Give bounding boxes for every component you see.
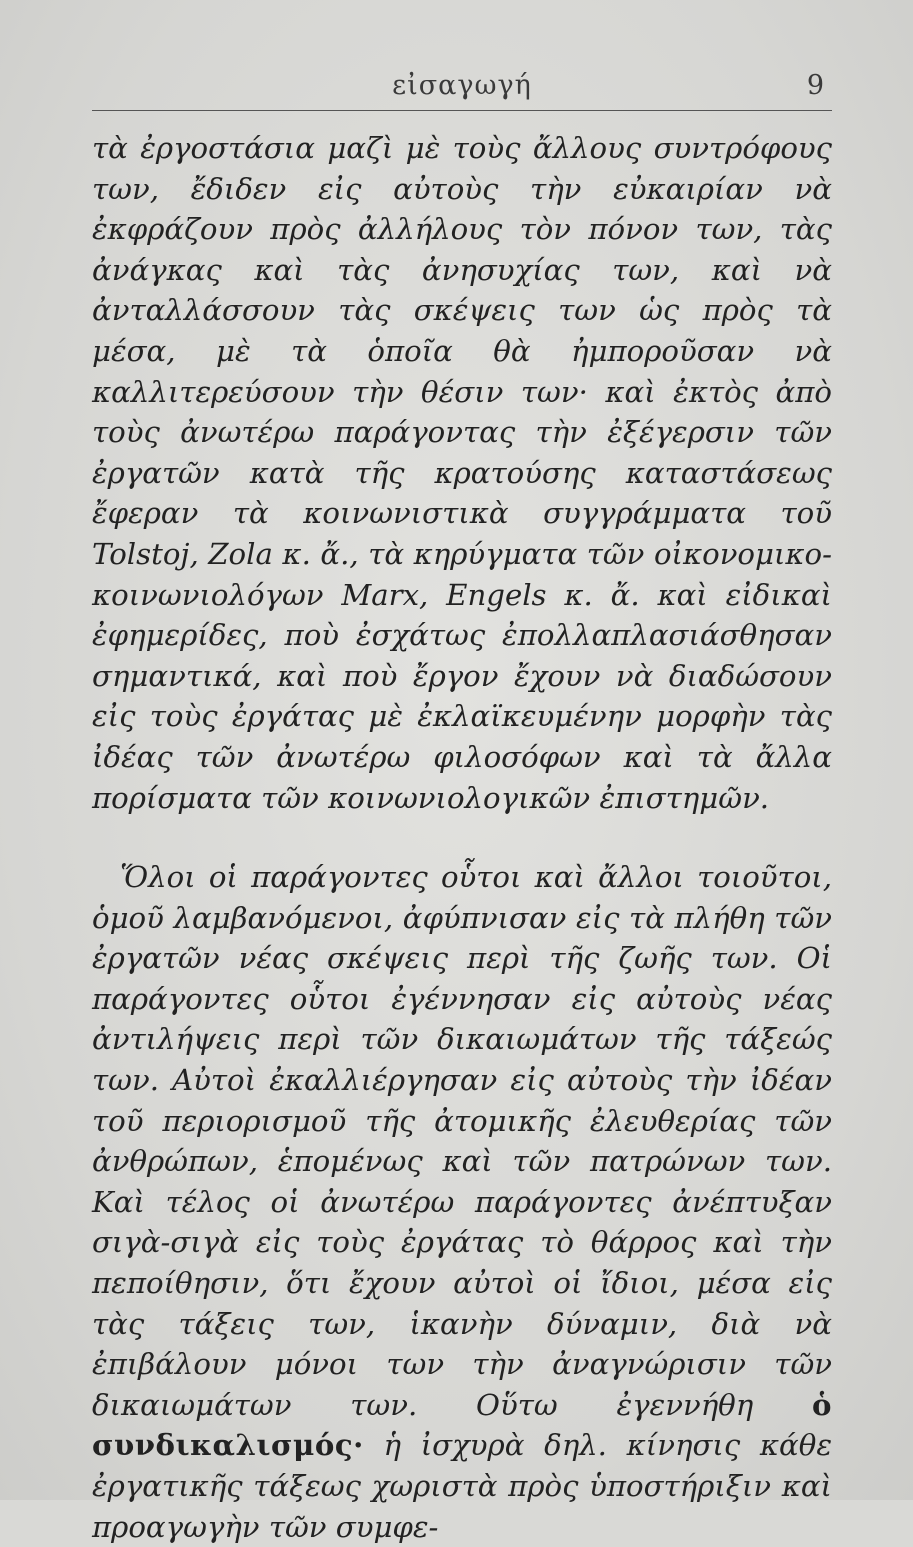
running-header bbox=[92, 70, 832, 110]
header-rule bbox=[92, 110, 832, 111]
bold-term: ὁ συνδικαλισμός· bbox=[92, 1387, 832, 1463]
page-number: 9 bbox=[806, 70, 824, 101]
paragraph-1-text: τὰ ἐργοστάσια μαζὶ μὲ τοὺς ἄλλους συντρόφους των, ἔδιδεν εἰς αὐτοὺς τὴν εὐκαιρίαν νὰ ἐκφράζουν πρὸς ἀλλήλους τὸν πόνον των, τὰς ἀνάγκας καὶ τὰς ἀνησυχίας των, καὶ νὰ ἀνταλλάσσουν τὰς σκέψεις των ὡς πρὸς τὰ μέσα, μὲ τὰ ὁποῖα θὰ ἠμποροῦσαν νὰ καλλιτερεύσουν τὴν θέσιν των· καὶ ἐκτὸς ἀπὸ τοὺς ἀνωτέρω παράγοντας τὴν ἐξέγερσιν τῶν ἐργατῶν κατὰ τῆς κρατούσης καταστάσεως ἔφεραν τὰ κοινωνιστικὰ συγγράμματα τοῦ Tolstoj, Zola κ. ἄ., τὰ κηρύγματα τῶν οἰκονομικο-κοινωνιολόγων Marx, Engels κ. ἄ. καὶ εἰδικαὶ ἐφημερίδες, ποὺ ἐσχάτως ἐπολλαπλασιάσθησαν σημαντικά, καὶ ποὺ ἔργον ἔχουν νὰ διαδώσουν εἰς τοὺς ἐργάτας μὲ ἐκλαϊκευμένην μορφὴν τὰς ἰδέας τῶν ἀνωτέρω φιλοσόφων καὶ τὰ ἄλλα πορίσματα τῶν κοινωνιολογικῶν ἐπιστημῶν. bbox=[92, 131, 832, 815]
paragraph-2 bbox=[92, 857, 832, 1547]
chapter-title: εἰσαγωγή bbox=[392, 70, 532, 101]
paragraph-1 bbox=[92, 128, 832, 818]
body-text bbox=[92, 128, 832, 1547]
paragraph-2-text-b: ἡ ἰσχυρὰ δηλ. κίνησις κάθε ἐργατικῆς τάξεως χωριστὰ πρὸς ὑποστήριξιν καὶ προαγωγὴν τῶν συμφε- bbox=[92, 1428, 832, 1544]
paragraph-2-text-a: Ὅλοι οἱ παράγοντες οὗτοι καὶ ἄλλοι τοιοῦτοι, ὁμοῦ λαμβανόμενοι, ἀφύπνισαν εἰς τὰ πλήθη τῶν ἐργατῶν νέας σκέψεις περὶ τῆς ζωῆς των. Οἱ παράγοντες οὗτοι ἐγέννησαν εἰς αὐτοὺς νέας ἀντιλήψεις περὶ τῶν δικαιωμάτων τῆς τάξεώς των. Αὐτοὶ ἐκαλλιέργησαν εἰς αὐτοὺς τὴν ἰδέαν τοῦ περιορισμοῦ τῆς ἀτομικῆς ἐλευθερίας τῶν ἀνθρώπων, ἑπομένως καὶ τῶν πατρώνων των. Καὶ τέλος οἱ ἀνωτέρω παράγοντες ἀνέπτυξαν σιγὰ-σιγὰ εἰς τοὺς ἐργάτας τὸ θάρρος καὶ τὴν πεποίθησιν, ὅτι ἔχουν αὐτοὶ οἱ ἴδιοι, μέσα εἰς τὰς τάξεις των, ἱκανὴν δύναμιν, διὰ νὰ ἐπιβάλουν μόνοι των τὴν ἀναγνώρισιν τῶν δικαιωμάτων των. Οὕτω ἐγεννήθη bbox=[92, 860, 832, 1422]
